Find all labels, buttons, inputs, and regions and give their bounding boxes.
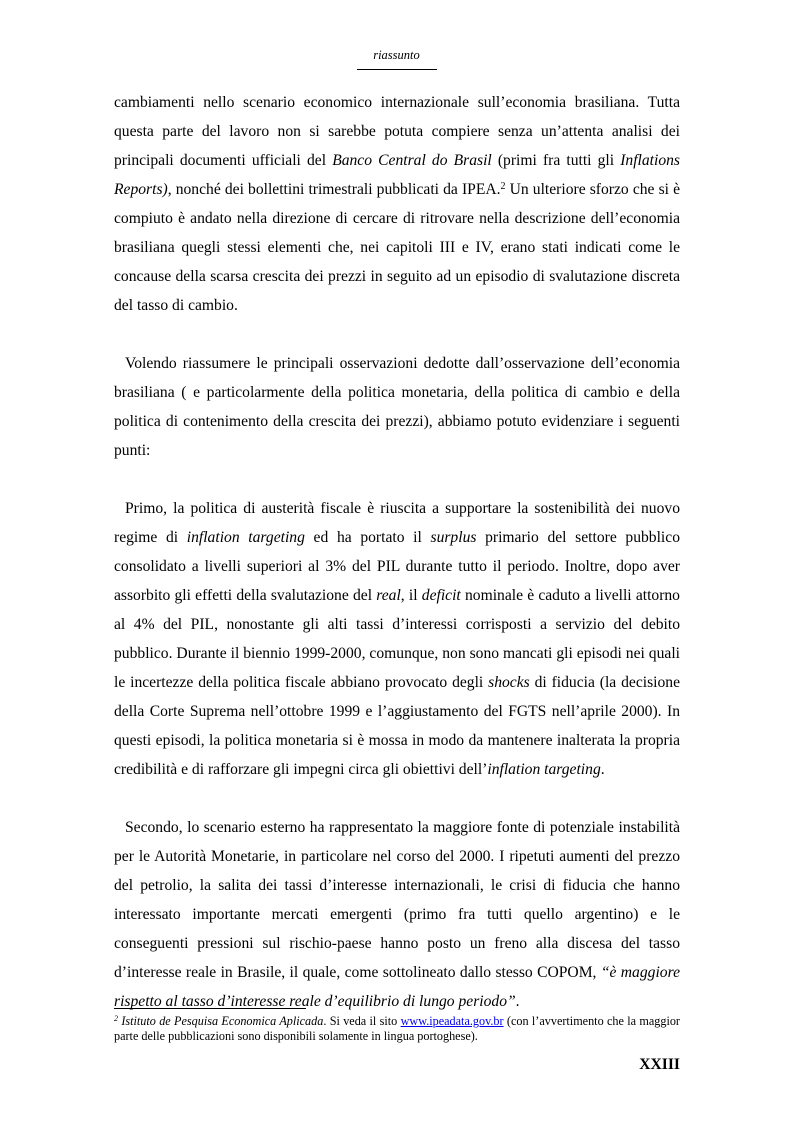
body-text [114, 88, 680, 1016]
paragraph-3: Primo, la politica di austerità fiscale è riuscita a supportare la sostenibilità dei nuovo regime di inflation targeting ed ha portato il surplus primario del settore pubblico consolidato a livelli superiori al 3% del PIL durante tutto il periodo. Inoltre, dopo aver assorbito gli effetti della svalutazione del real, il deficit nominale è caduto a livelli attorno al 4% del PIL, nonostante gli alti tassi d’interessi corrisposti a servizio del debito pubblico. Durante il biennio 1999-2000, comunque, non sono mancati gli episodi nei quali le incertezze della politica fiscale abbiano provocato degli shocks di fiducia (la decisione della Corte Suprema nell’ottobre 1999 e l’aggiustamento del FGTS nell’aprile 2000). In questi episodi, la politica monetaria si è mossa in modo da mantenere inalterata la propria credibilità e di rafforzare gli impegni circa gli obiettivi dell’inflation targeting. [114, 500, 680, 778]
ipeadata-link[interactable]: www.ipeadata.gov.br [400, 1014, 504, 1028]
footnote-number: 2 [114, 1014, 118, 1023]
footnote: $^2$ Istituto de Pesquisa Economica Aplicada. Si veda il sito www.ipeadata.gov.br (con l’avvertimento che la maggior parte delle pubblicazioni sono disponibili solamente in lingua portoghese). [114, 1014, 680, 1043]
running-header: riassunto [373, 48, 420, 62]
header-rule [357, 69, 437, 70]
paragraph-2: Volendo riassumere le principali osservazioni dedotte dall’osservazione dell’economia brasiliana ( e particolarmente della politica monetaria, della politica di cambio e della politica di contenimento della crescita dei prezzi), abbiamo potuto evidenziare i seguenti punti: [114, 355, 680, 459]
paragraph-1: cambiamenti nello scenario economico internazionale sull’economia brasiliana. Tutta questa parte del lavoro non si sarebbe potuta compiere senza un’attenta analisi dei principali documenti ufficiali del Banco Central do Brasil (primi fra tutti gli Inflations Reports), nonché dei bollettini trimestrali pubblicati da IPEA.$^2$ Un ulteriore sforzo che si è compiuto è andato nella direzione di cercare di ritrovare nella descrizione dell’economia brasiliana quegli stessi elementi che, nei capitoli III e IV, erano stati indicati come le concause della scarsa crescita dei prezzi in seguito ad un episodio di svalutazione discreta del tasso di cambio. [114, 94, 681, 314]
paragraph-4: Secondo, lo scenario esterno ha rappresentato la maggiore fonte di potenziale instabilità per le Autorità Monetarie, in particolare nel corso del 2000. I ripetuti aumenti del prezzo del petrolio, la salita dei tassi d’interesse internazionali, le crisi di fiducia che hanno interessato importante mercati emergenti (primo fra tutti quello argentino) e le conseguenti pressioni sul rischio-paese hanno posto un freno alla discesa del tasso d’interesse reale in Brasile, il quale, come sottolineato dallo stesso COPOM, “è maggiore rispetto al tasso d’interesse reale d’equilibrio di lungo periodo”. [114, 819, 680, 1010]
page-number: XXIII [639, 1056, 680, 1073]
footnote-rule [114, 1008, 306, 1009]
footnote-source: Istituto de Pesquisa Economica Aplicada [121, 1014, 324, 1028]
footnote-reference[interactable]: 2 [500, 181, 506, 192]
